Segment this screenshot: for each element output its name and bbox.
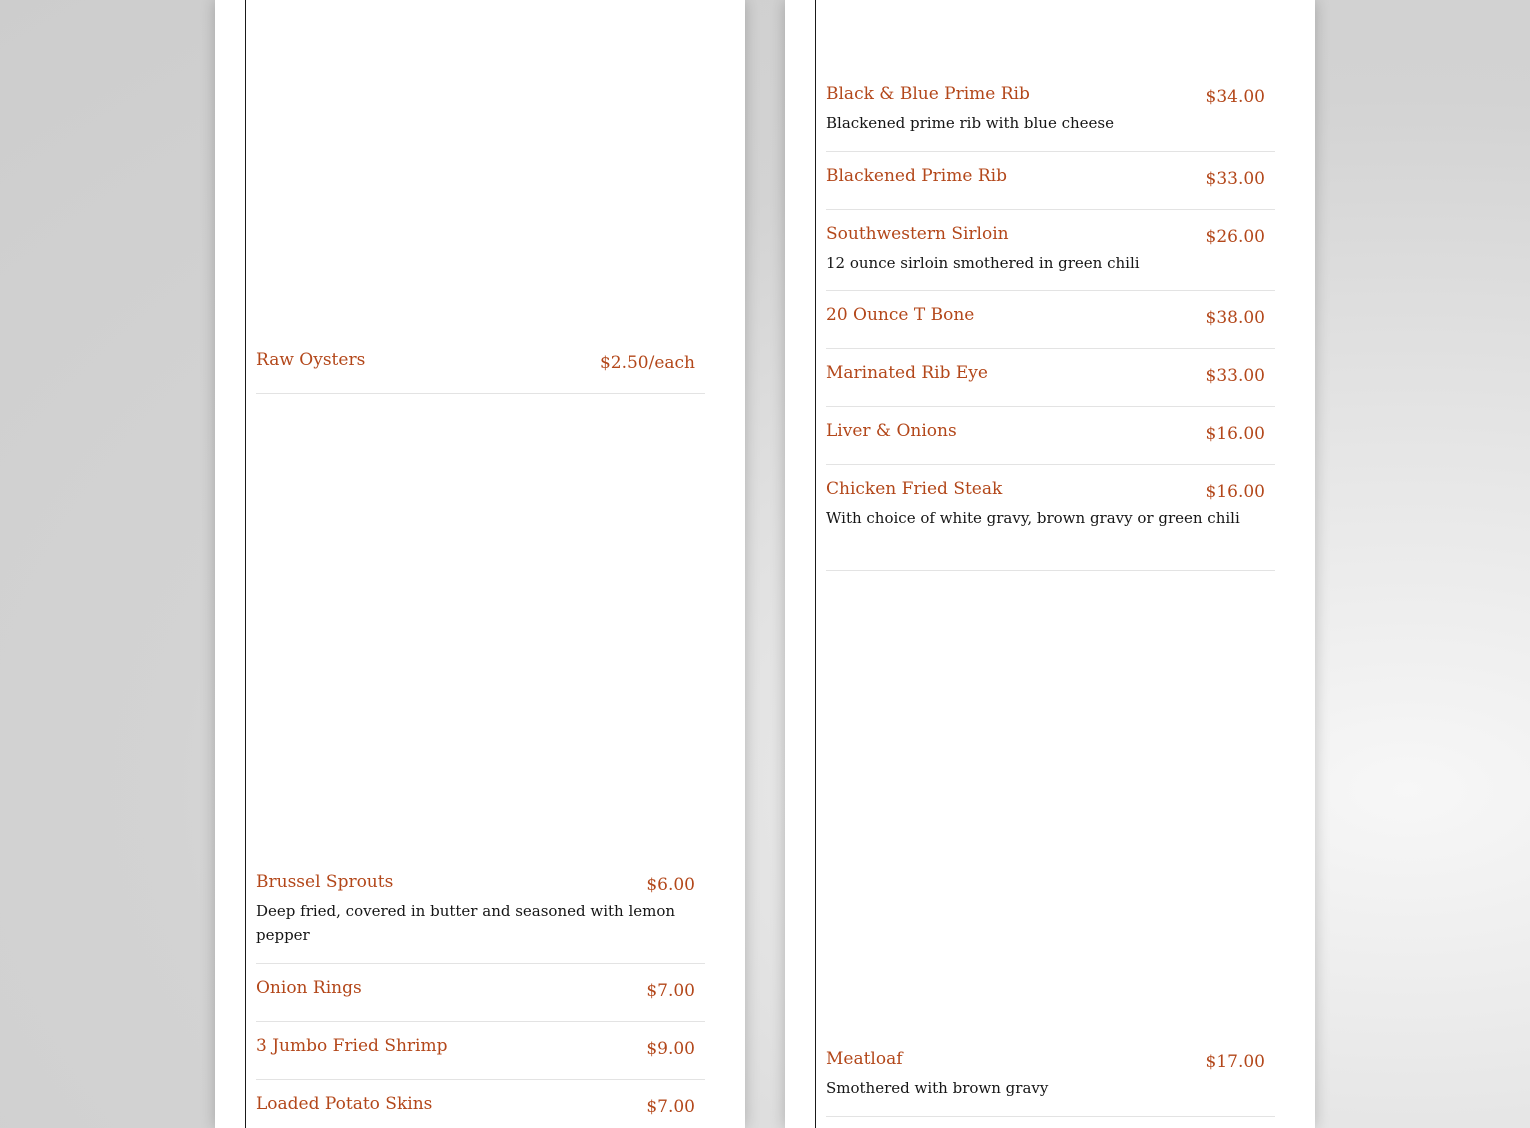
menu-item-name: Chicken Fried Steak	[826, 479, 1003, 499]
menu-page-right	[785, 0, 1315, 1128]
menu-item-name: Onion Rings	[256, 978, 362, 998]
menu-item-name: Raw Oysters	[256, 350, 366, 370]
menu-item-name: Meatloaf	[826, 1049, 903, 1069]
menu-item-price: $26.00	[1205, 227, 1265, 247]
menu-item-price: $7.00	[646, 981, 695, 1001]
menu-item-name: Loaded Potato Skins	[256, 1094, 433, 1114]
menu-item-name: Liver & Onions	[826, 421, 957, 441]
menu-item	[826, 1049, 1275, 1117]
menu-item	[826, 224, 1275, 291]
menu-item-name: Black & Blue Prime Rib	[826, 84, 1030, 104]
menu-item	[256, 1036, 705, 1080]
menu-item	[826, 305, 1275, 349]
menu-item-name: 20 Ounce T Bone	[826, 305, 975, 325]
menu-item-price: $17.00	[1205, 1052, 1265, 1072]
menu-item	[256, 350, 705, 394]
menu-item-name: Brussel Sprouts	[256, 872, 394, 892]
menu-item-price: $16.00	[1205, 482, 1265, 502]
menu-item	[256, 1094, 705, 1128]
menu-item	[256, 978, 705, 1022]
menu-item-price: $33.00	[1205, 169, 1265, 189]
menu-item	[826, 166, 1275, 210]
menu-item	[826, 84, 1275, 152]
menu-item-name: 3 Jumbo Fried Shrimp	[256, 1036, 448, 1056]
menu-item-price: $34.00	[1205, 87, 1265, 107]
menu-item-description: 12 ounce sirloin smothered in green chili	[826, 254, 1140, 272]
menu-item-price: $2.50/each	[599, 353, 695, 373]
menu-item-name: Marinated Rib Eye	[826, 363, 988, 383]
menu-item-price: $38.00	[1205, 308, 1265, 328]
menu-item	[256, 872, 705, 964]
menu-item-price: $16.00	[1205, 424, 1265, 444]
menu-item-price: $7.00	[646, 1097, 695, 1117]
menu-item-name: Southwestern Sirloin	[826, 224, 1009, 244]
page-border-line	[815, 0, 816, 1128]
menu-item-price: $6.00	[646, 875, 695, 895]
menu-item	[826, 479, 1275, 571]
menu-page-left	[215, 0, 745, 1128]
menu-item-description: With choice of white gravy, brown gravy or green chili	[826, 509, 1240, 527]
menu-item-price: $9.00	[646, 1039, 695, 1059]
menu-item	[826, 421, 1275, 465]
menu-item	[826, 363, 1275, 407]
menu-item-price: $33.00	[1205, 366, 1265, 386]
menu-item-name: Blackened Prime Rib	[826, 166, 1007, 186]
page-border-line	[245, 0, 246, 1128]
menu-item-description: Deep fried, covered in butter and seasoned with lemon pepper	[256, 902, 676, 944]
menu-item-description: Smothered with brown gravy	[826, 1079, 1049, 1097]
menu-item-description: Blackened prime rib with blue cheese	[826, 114, 1115, 132]
